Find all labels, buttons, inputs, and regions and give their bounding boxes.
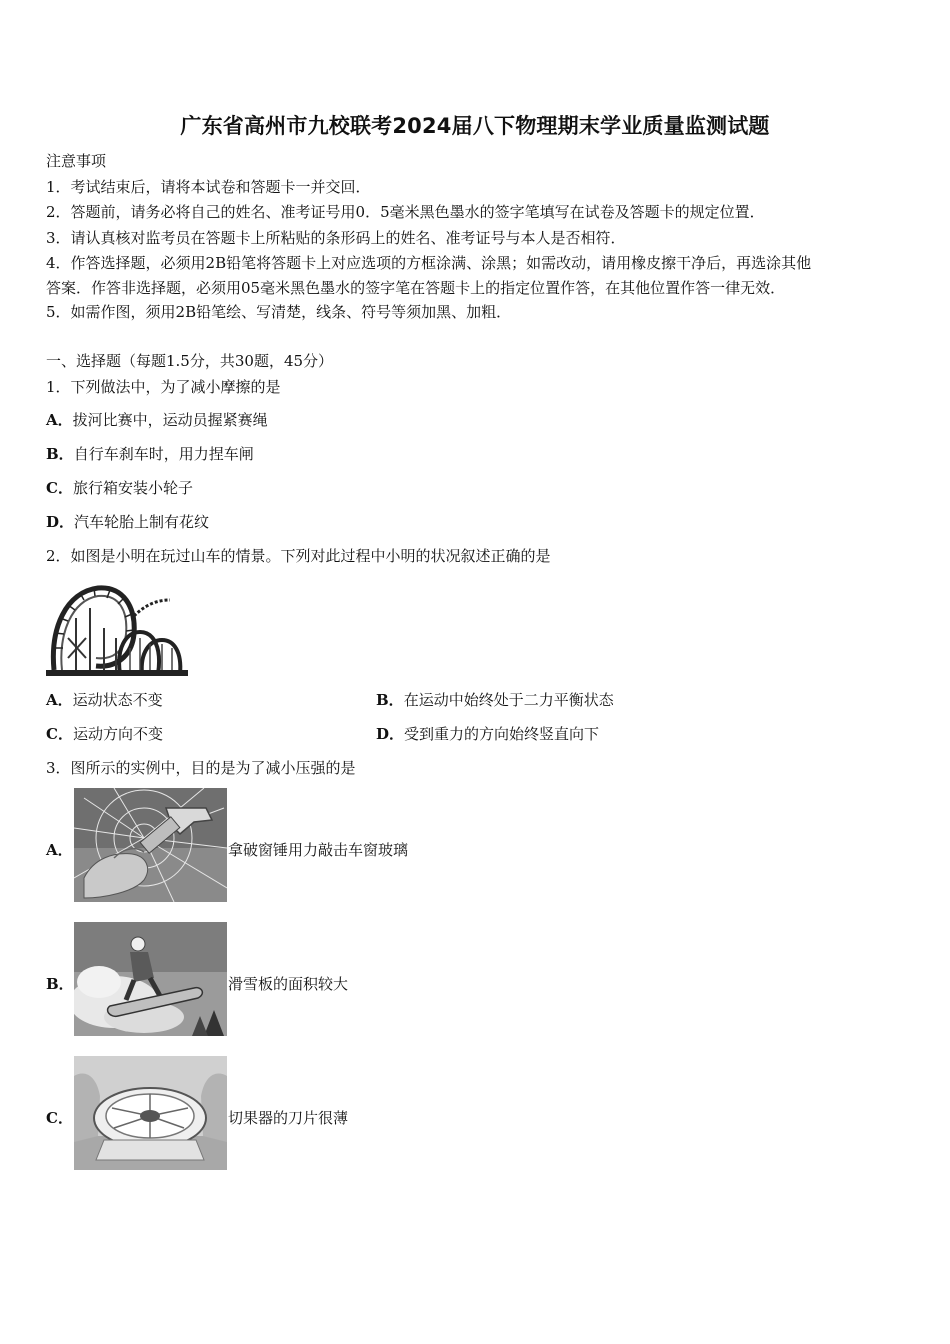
glass-hammer-photo xyxy=(74,788,227,902)
option-text: 运动状态不变 xyxy=(72,691,163,709)
snowboard-photo xyxy=(74,922,227,1036)
question-3-option-a-letter xyxy=(46,840,73,860)
note-item-4-continued: 答案．作答非选择题，必须用05毫米黑色墨水的签字笔在答题卡上的指定位置作答，在其他位置作答一律无效． xyxy=(46,279,786,297)
question-2-stem: 2．如图是小明在玩过山车的情景。下列对此过程中小明的状况叙述正确的是 xyxy=(46,547,551,565)
notes-heading: 注意事项 xyxy=(46,152,107,170)
fruit-cutter-photo xyxy=(74,1056,227,1170)
note-item-5: 5．如需作图，须用2B铅笔绘、写清楚，线条、符号等须加黑、加粗． xyxy=(46,303,512,321)
roller-coaster-illustration xyxy=(46,578,188,676)
option-letter: A． xyxy=(46,841,73,859)
section-heading: 一、选择题（每题1.5分，共30题，45分） xyxy=(46,352,334,370)
note-item-2: 2．答题前，请务必将自己的姓名、准考证号用0．5毫米黑色墨水的签字笔填写在试卷及答题卡的规定位置． xyxy=(46,203,765,221)
note-item-4: 4．作答选择题，必须用2B铅笔将答题卡上对应选项的方框涂满、涂黑；如需改动，请用橡皮擦干净后，再选涂其他 xyxy=(46,254,812,272)
question-1-stem: 1．下列做法中，为了减小摩擦的是 xyxy=(46,378,281,396)
option-letter: A． xyxy=(46,411,73,429)
question-3-stem: 3．图所示的实例中，目的是为了减小压强的是 xyxy=(46,759,356,777)
question-1-option-c xyxy=(46,478,193,498)
option-text: 汽车轮胎上制有花纹 xyxy=(74,513,210,531)
option-text: 旅行箱安装小轮子 xyxy=(72,479,193,497)
question-2-option-d xyxy=(376,724,599,744)
option-letter: B． xyxy=(46,975,74,993)
option-text: 运动方向不变 xyxy=(72,725,163,743)
option-letter: C． xyxy=(46,479,73,497)
question-2-option-c xyxy=(46,724,163,744)
option-letter: D． xyxy=(376,725,405,743)
question-3-option-c-letter xyxy=(46,1108,73,1128)
option-letter: A． xyxy=(46,691,73,709)
question-1-option-b xyxy=(46,444,254,464)
question-3-option-b-text: 滑雪板的面积较大 xyxy=(228,975,349,993)
question-3-option-c-text: 切果器的刀片很薄 xyxy=(228,1109,349,1127)
option-text: 在运动中始终处于二力平衡状态 xyxy=(403,691,614,709)
question-3-option-a-text: 拿破窗锤用力敲击车窗玻璃 xyxy=(228,841,409,859)
question-2-option-b xyxy=(376,690,614,710)
note-item-1: 1．考试结束后，请将本试卷和答题卡一并交回． xyxy=(46,178,371,196)
option-letter: B． xyxy=(376,691,404,709)
option-text: 拔河比赛中，运动员握紧赛绳 xyxy=(72,411,268,429)
option-letter: C． xyxy=(46,725,73,743)
note-item-3: 3．请认真核对监考员在答题卡上所粘贴的条形码上的姓名、准考证号与本人是否相符． xyxy=(46,229,626,247)
question-1-option-d xyxy=(46,512,209,532)
option-text: 自行车刹车时，用力捏车闸 xyxy=(73,445,254,463)
question-1-option-a xyxy=(46,410,268,430)
option-letter: B． xyxy=(46,445,74,463)
option-letter: C． xyxy=(46,1109,73,1127)
page-title: 广东省高州市九校联考2024届八下物理期末学业质量监测试题 xyxy=(180,114,770,138)
option-letter: D． xyxy=(46,513,75,531)
option-text: 受到重力的方向始终竖直向下 xyxy=(404,725,600,743)
question-3-option-b-letter xyxy=(46,974,74,994)
question-2-option-a xyxy=(46,690,163,710)
